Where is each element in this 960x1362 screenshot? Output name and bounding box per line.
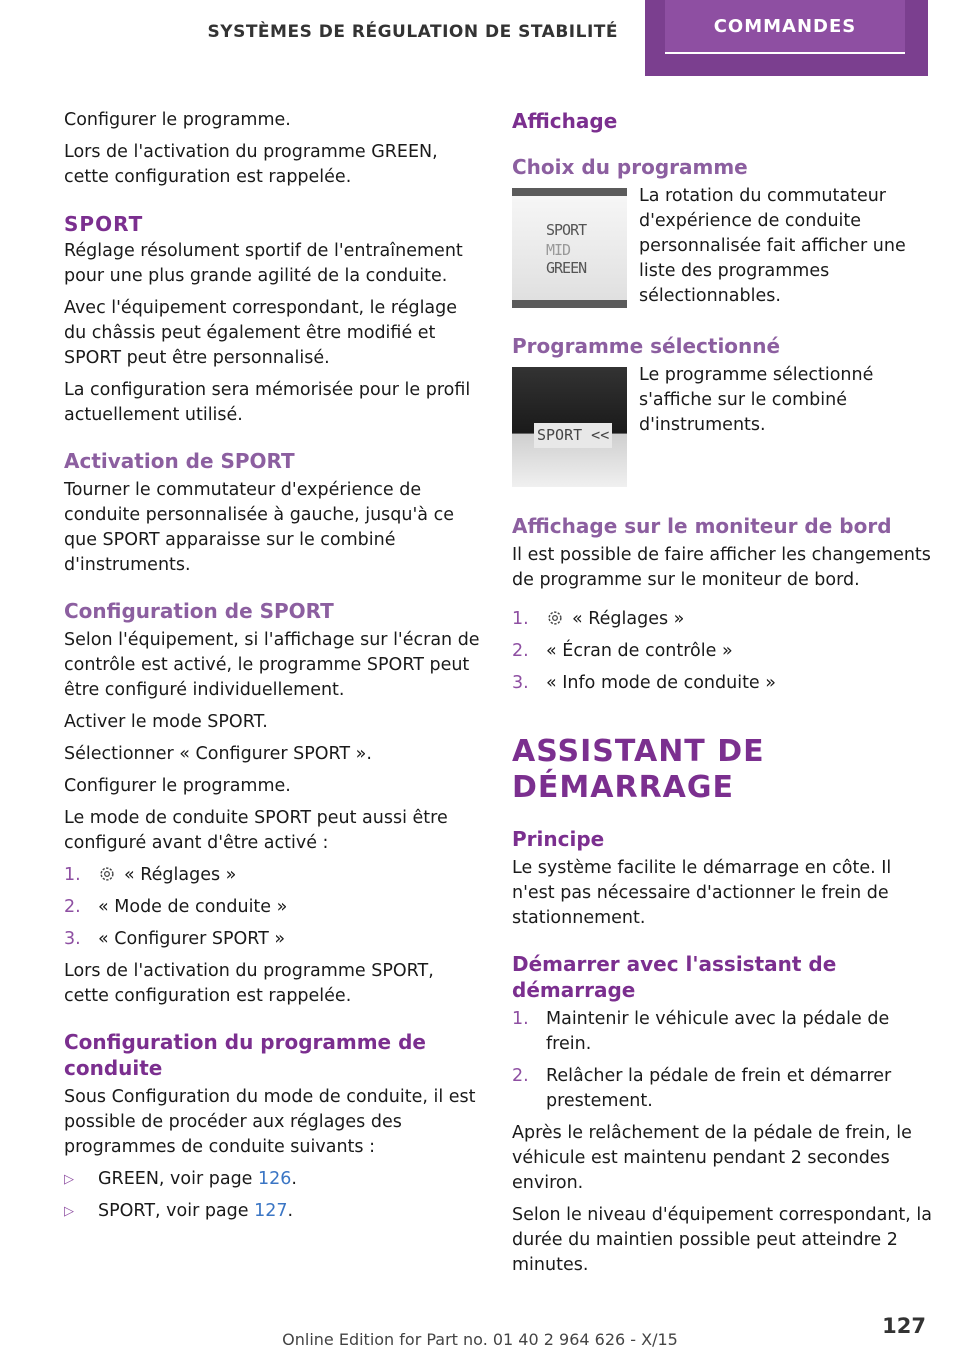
paragraph: Sélectionner « Configurer SPORT ».	[64, 744, 372, 764]
paragraph: Après le relâchement de la pédale de frein, le véhicule est maintenu pendant 2 secondes environ.	[512, 1123, 912, 1193]
display-heading: Affichage	[512, 109, 618, 133]
drive-config-heading: Configuration du programme de conduite	[64, 1030, 426, 1080]
page-header	[0, 0, 960, 76]
bullet-list	[64, 1167, 484, 1224]
triangle-bullet-icon: ▷	[64, 1172, 74, 1187]
paragraph: Avec l'équipement correspondant, le réglage du châssis peut également être modifié et SPORT peut être personnalisé.	[64, 298, 458, 368]
paragraph: Le système facilite le démarrage en côte. Il n'est pas nécessaire d'actionner le frein de stationnement.	[512, 858, 892, 928]
bullet-end: .	[291, 1169, 297, 1189]
steps-list	[512, 1007, 932, 1114]
list-item	[512, 639, 932, 664]
triangle-bullet-icon: ▷	[64, 1204, 74, 1219]
step-number: 1.	[512, 609, 529, 629]
paragraph: Il est possible de faire afficher les changements de programme sur le moniteur de bord.	[512, 545, 931, 590]
step-number: 3.	[512, 673, 529, 693]
list-item	[64, 927, 484, 952]
page-link[interactable]: 126	[258, 1169, 292, 1189]
step-text: Relâcher la pédale de frein et démarrer prestement.	[546, 1066, 892, 1111]
left-column	[64, 108, 484, 1231]
step-text: Maintenir le véhicule avec la pédale de frein.	[546, 1009, 890, 1054]
paragraph: Configurer le programme.	[64, 110, 291, 130]
list-item	[512, 607, 932, 632]
step-text: « Info mode de conduite »	[546, 673, 776, 693]
paragraph: Lors de l'activation du programme SPORT, cette configuration est rappelée.	[64, 961, 434, 1006]
configuration-heading: Configuration de SPORT	[64, 599, 334, 623]
activation-heading: Activation de SPORT	[64, 449, 295, 473]
gear-icon	[546, 609, 564, 627]
step-number: 2.	[512, 1066, 529, 1086]
paragraph: Sous Configuration du mode de conduite, il est possible de procéder aux réglages des programmes de conduite suivants :	[64, 1087, 476, 1157]
instrument-cluster-image	[512, 367, 627, 487]
step-number: 2.	[512, 641, 529, 661]
program-choice-row	[512, 184, 932, 309]
paragraph: Lors de l'activation du programme GREEN, cette configuration est rappelée.	[64, 142, 438, 187]
step-text: « Configurer SPORT »	[98, 929, 286, 949]
paragraph: Configurer le programme.	[64, 776, 291, 796]
bullet-text: GREEN, voir page	[98, 1169, 259, 1189]
paragraph: Activer le mode SPORT.	[64, 712, 268, 732]
step-text: « Réglages »	[124, 865, 237, 885]
paragraph: Tourner le commutateur d'expérience de conduite personnalisée à gauche, jusqu'à ce que SPORT apparaisse sur le combiné d'instruments.	[64, 480, 454, 575]
program-list-image	[512, 188, 627, 308]
paragraph: Le programme sélectionné s'affiche sur le combiné d'instruments.	[639, 365, 874, 435]
selected-program-heading: Programme sélectionné	[512, 334, 781, 358]
paragraph: Selon le niveau d'équipement correspondant, la durée du maintien possible peut atteindre 2 minutes.	[512, 1205, 933, 1275]
step-text: « Réglages »	[572, 609, 685, 629]
gear-icon	[98, 865, 116, 883]
step-number: 1.	[512, 1009, 529, 1029]
cluster-label: SPORT <<	[534, 423, 612, 448]
list-item	[512, 1064, 932, 1114]
bullet-end: .	[287, 1201, 294, 1221]
section-title: SYSTÈMES DE RÉGULATION DE STABILITÉ	[207, 22, 618, 42]
step-number: 2.	[64, 897, 81, 917]
program-choice-heading: Choix du programme	[512, 155, 748, 179]
assistant-heading: ASSISTANT DE DÉMARRAGE	[512, 734, 765, 805]
program-option: MID	[546, 241, 571, 259]
program-option: GREEN	[546, 259, 587, 277]
list-item	[64, 1199, 484, 1224]
monitor-heading: Affichage sur le moniteur de bord	[512, 514, 892, 538]
list-item	[64, 895, 484, 920]
page-number: 127	[882, 1314, 926, 1338]
paragraph: Selon l'équipement, si l'affichage sur l'écran de contrôle est activé, le programme SPORT peut être configuré individuellement.	[64, 630, 480, 700]
selected-program-row	[512, 363, 932, 487]
step-number: 1.	[64, 865, 81, 885]
footer-text: Online Edition for Part no. 01 40 2 964 626 - X/15	[282, 1330, 678, 1349]
right-column	[512, 108, 932, 1285]
program-option: SPORT	[546, 221, 587, 239]
paragraph: Réglage résolument sportif de l'entraînement pour une plus grande agilité de la conduite.	[64, 241, 463, 286]
paragraph: Le mode de conduite SPORT peut aussi être configuré avant d'être activé :	[64, 808, 448, 853]
list-item	[512, 1007, 932, 1057]
chapter-tab	[645, 0, 928, 76]
start-heading: Démarrer avec l'assistant de démarrage	[512, 952, 837, 1002]
steps-list	[512, 607, 932, 696]
bullet-text: SPORT, voir page	[98, 1201, 255, 1221]
list-item	[64, 1167, 484, 1192]
steps-list	[64, 863, 484, 952]
principle-heading: Principe	[512, 827, 605, 851]
paragraph: La rotation du commutateur d'expérience de conduite personnalisée fait afficher une liste des programmes sélectionnables.	[639, 186, 906, 306]
chapter-tab-label: COMMANDES	[665, 0, 905, 54]
page-link[interactable]: 127	[254, 1201, 288, 1221]
step-text: « Écran de contrôle »	[546, 641, 733, 661]
step-text: « Mode de conduite »	[98, 897, 288, 917]
list-item	[64, 863, 484, 888]
step-number: 3.	[64, 929, 81, 949]
list-item	[512, 671, 932, 696]
sport-heading: SPORT	[64, 212, 144, 236]
paragraph: La configuration sera mémorisée pour le profil actuellement utilisé.	[64, 380, 471, 425]
